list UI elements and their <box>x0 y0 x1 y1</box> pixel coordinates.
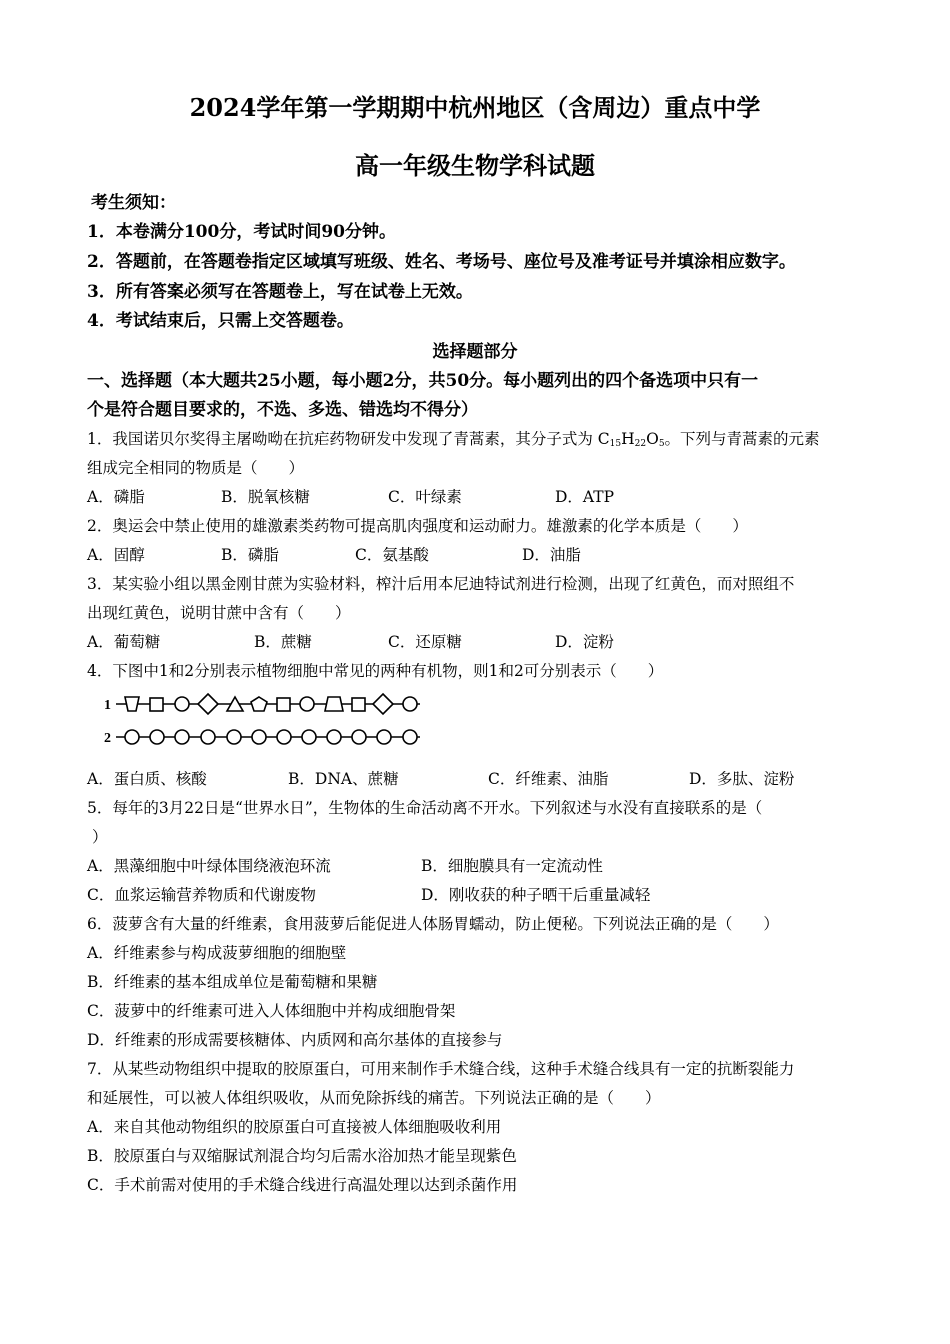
chain-1-monomer <box>251 697 267 711</box>
question-2-option-c: C．氨基酸 <box>355 546 429 564</box>
question-7-option-b: B．胶原蛋白与双缩脲试剂混合均匀后需水浴加热才能呈现紫色 <box>87 1147 517 1165</box>
section-title: 选择题部分 <box>432 342 518 362</box>
chain-2-monomer <box>227 730 241 744</box>
section-intro: 一、选择题（本大题共25小题，每小题2分，共50分。每小题列出的四个备选项中只有一 <box>87 371 759 391</box>
chain-1-monomer <box>125 697 139 711</box>
question-4-option-a: A．蛋白质、核酸 <box>87 770 207 788</box>
exam-subtitle: 高一年级生物学科试题 <box>355 151 595 180</box>
chain-2-label: 2 <box>104 731 111 746</box>
question-2-stem: 2．奥运会中禁止使用的雄激素类药物可提高肌肉强度和运动耐力。雄激素的化学本质是（ ） <box>87 517 748 535</box>
question-2-option-a: A．固醇 <box>87 546 145 564</box>
question-1-option-b: B．脱氧核糖 <box>221 488 310 506</box>
question-3-stem: 出现红黄色，说明甘蔗中含有（ ） <box>87 604 351 622</box>
chain-2-monomer <box>302 730 316 744</box>
question-5-option-d: D．刚收获的种子晒干后重量减轻 <box>421 886 651 904</box>
notice-item: 3．所有答案必须写在答题卷上，写在试卷上无效。 <box>87 282 473 302</box>
chain-2-monomer <box>150 730 164 744</box>
question-5-stem: ） <box>92 828 108 846</box>
question-1-option-c: C．叶绿素 <box>388 488 462 506</box>
section-intro: 个是符合题目要求的，不选、多选、错选均不得分） <box>87 400 478 420</box>
question-5-option-a: A．黑藻细胞中叶绿体围绕液泡环流 <box>87 857 331 875</box>
chain-2-monomer <box>403 730 417 744</box>
question-1-option-a: A．磷脂 <box>87 488 145 506</box>
question-7-option-a: A．来自其他动物组织的胶原蛋白可直接被人体细胞吸收利用 <box>87 1118 502 1136</box>
question-6-option-c: C．菠萝中的纤维素可进入人体细胞中并构成细胞骨架 <box>87 1002 456 1020</box>
question-4-option-d: D．多肽、淀粉 <box>689 770 795 788</box>
question-5-stem: 5．每年的3月22日是“世界水日”，生物体的生命活动离不开水。下列叙述与水没有直接联系的是（ <box>87 799 763 817</box>
question-3-option-b: B．蔗糖 <box>254 633 312 651</box>
question-3-stem: 3．某实验小组以黑金刚甘蔗为实验材料，榨汁后用本尼迪特试剂进行检测，出现了红黄色，而对照组不 <box>87 575 795 593</box>
question-3-option-c: C．还原糖 <box>388 633 462 651</box>
chain-2-monomer <box>252 730 266 744</box>
molecule-chain-diagram <box>104 692 434 752</box>
chain-1-monomer <box>373 694 393 714</box>
question-7-stem: 7．从某些动物组织中提取的胶原蛋白，可用来制作手术缝合线，这种手术缝合线具有一定的抗断裂能力 <box>87 1060 795 1078</box>
question-5-option-b: B．细胞膜具有一定流动性 <box>421 857 603 875</box>
chain-2-monomer <box>377 730 391 744</box>
chain-1-monomer <box>150 698 163 711</box>
question-6-option-d: D．纤维素的形成需要核糖体、内质网和高尔基体的直接参与 <box>87 1031 503 1049</box>
exam-title: 2024学年第一学期期中杭州地区（含周边）重点中学 <box>189 93 761 122</box>
question-7-stem: 和延展性，可以被人体组织吸收，从而免除拆线的痛苦。下列说法正确的是（ ） <box>87 1089 661 1107</box>
notice-item: 1．本卷满分100分，考试时间90分钟。 <box>87 222 396 242</box>
chain-2-monomer <box>175 730 189 744</box>
question-1-option-d: D．ATP <box>555 488 615 506</box>
question-1-stem: 1．我国诺贝尔奖得主屠呦呦在抗疟药物研发中发现了青蒿素，其分子式为 $C_{15}H_{22}O_5$。下列与青蒿素的元素 <box>87 430 820 449</box>
question-6-option-a: A．纤维素参与构成菠萝细胞的细胞壁 <box>87 944 347 962</box>
chain-1-monomer <box>403 697 417 711</box>
chain-2-monomer <box>327 730 341 744</box>
chain-2-monomer <box>201 730 215 744</box>
chain-1-monomer <box>175 697 189 711</box>
question-5-option-c: C．血浆运输营养物质和代谢废物 <box>87 886 316 904</box>
question-4-stem: 4．下图中1和2分别表示植物细胞中常见的两种有机物，则1和2可分别表示（ ） <box>87 662 664 680</box>
question-2-option-b: B．磷脂 <box>221 546 279 564</box>
chain-2-monomer <box>125 730 139 744</box>
chain-2-monomer <box>277 730 291 744</box>
question-6-stem: 6．菠萝含有大量的纤维素，食用菠萝后能促进人体肠胃蠕动，防止便秘。下列说法正确的是（ ） <box>87 915 779 933</box>
question-3-option-d: D．淀粉 <box>555 633 614 651</box>
notice-item: 2．答题前，在答题卷指定区域填写班级、姓名、考场号、座位号及准考证号并填涂相应数字。 <box>87 252 796 272</box>
chain-1-monomer <box>300 697 314 711</box>
question-6-option-b: B．纤维素的基本组成单位是葡萄糖和果糖 <box>87 973 378 991</box>
chain-1-monomer <box>325 697 343 711</box>
question-3-option-a: A．葡萄糖 <box>87 633 161 651</box>
question-4-option-b: B．DNA、蔗糖 <box>288 770 399 788</box>
question-2-option-d: D．油脂 <box>522 546 581 564</box>
question-1-stem: 组成完全相同的物质是（ ） <box>87 459 305 477</box>
chain-1-monomer <box>352 698 365 711</box>
chain-1-monomer <box>277 698 290 711</box>
question-7-option-c: C．手术前需对使用的手术缝合线进行高温处理以达到杀菌作用 <box>87 1176 518 1194</box>
notice-heading: 考生须知： <box>91 193 176 213</box>
notice-item: 4．考试结束后，只需上交答题卷。 <box>87 311 354 331</box>
question-4-option-c: C．纤维素、油脂 <box>488 770 609 788</box>
chain-1-label: 1 <box>104 698 111 713</box>
chain-1-monomer <box>198 694 218 714</box>
chain-2-monomer <box>352 730 366 744</box>
